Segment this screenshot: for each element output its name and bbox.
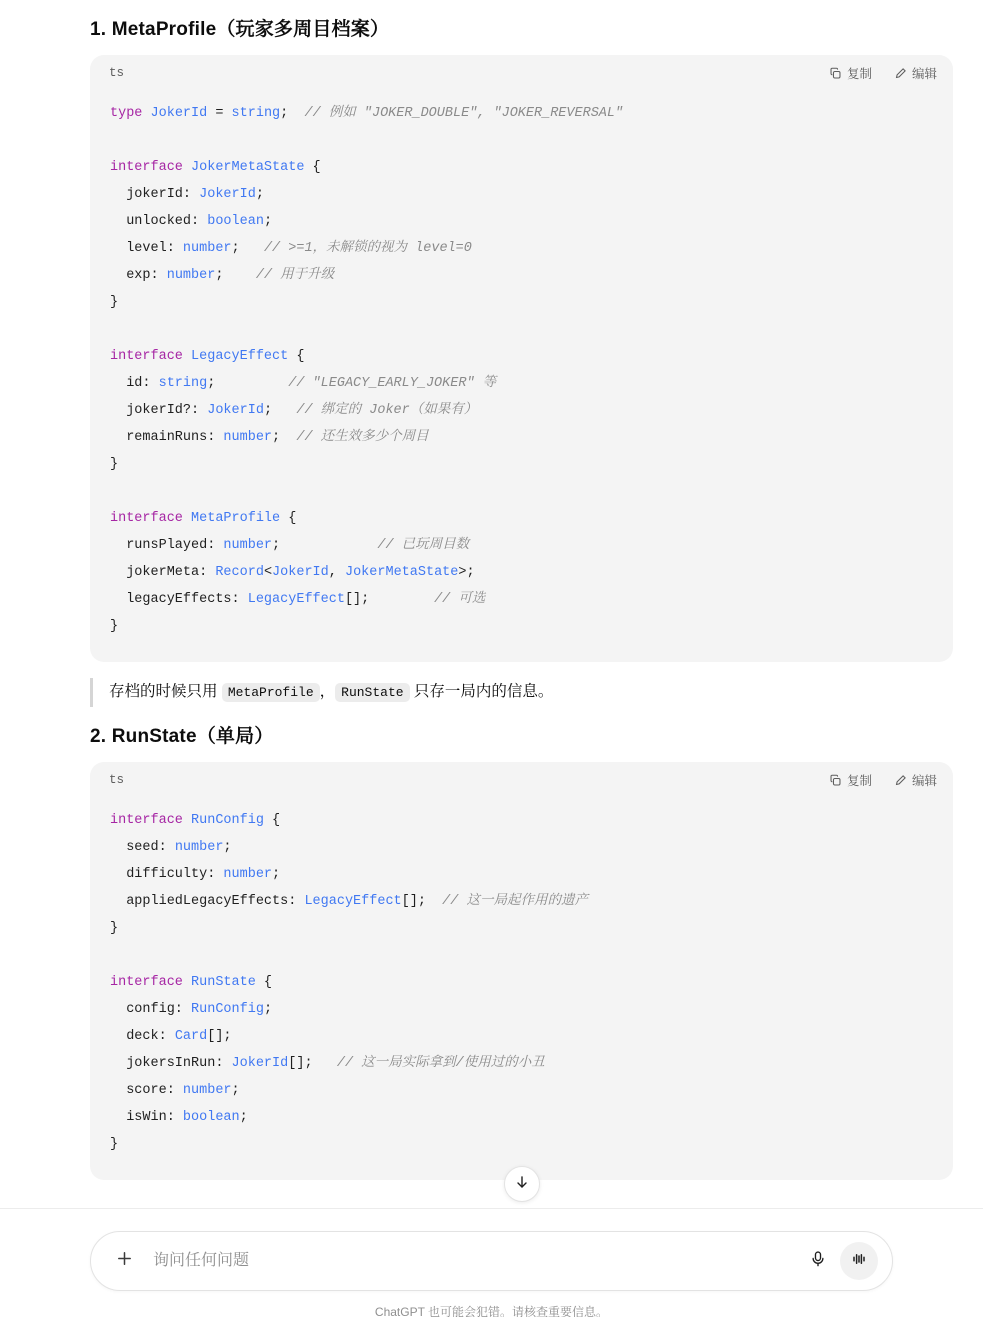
note-text-before: 存档的时候只用 xyxy=(109,683,222,700)
edit-code-button[interactable] xyxy=(894,771,937,789)
code-content-runstate[interactable]: interface RunConfig { seed: number; difficulty: number; appliedLegacyEffects: LegacyEffect[]; // 这一局起作用的遗产 } interface RunState { config: RunConfig; deck: Card[]; jokersInRun: JokerId[]; // 这一局实际拿到/使用过的小丑 score: number; isWin: boolean; } xyxy=(110,813,588,1152)
copy-icon xyxy=(829,67,842,80)
note-text-after: 只存一局内的信息。 xyxy=(409,683,554,700)
chat-page xyxy=(0,14,983,1317)
edit-icon xyxy=(894,67,907,80)
code-language-label: ts xyxy=(109,66,125,80)
scroll-to-bottom-button[interactable] xyxy=(504,1166,540,1202)
code-header xyxy=(90,762,953,793)
code-content-metaprofile[interactable]: type JokerId = string; // 例如 "JOKER_DOUBLE", "JOKER_REVERSAL" interface JokerMetaState { jokerId: JokerId; unlocked: boolean; level: number; // >=1，未解锁的视为 level=0 exp: number; // 用于升级 } interface LegacyEffect { id: string; // "LEGACY_EARLY_JOKER" 等 jokerId?: JokerId; // 绑定的 Joker（如果有） remainRuns: number; // 还生效多少个周目 } interface MetaProfile { runsPlayed: number; // 已玩周目数 jokerMeta: Record<JokerId, JokerMetaState>; legacyEffects: LegacyEffect[]; // 可选 } xyxy=(110,106,624,634)
edit-icon xyxy=(894,774,907,787)
edit-label: 编辑 xyxy=(911,67,937,81)
message-input[interactable] xyxy=(139,1251,802,1271)
note-blockquote xyxy=(90,678,953,707)
note-text-middle: ， xyxy=(319,683,336,700)
code-language-label: ts xyxy=(109,773,125,787)
waveform-icon xyxy=(849,1249,869,1274)
copy-code-button[interactable] xyxy=(829,771,872,789)
note-code-runstate: RunState xyxy=(335,683,409,702)
microphone-button[interactable] xyxy=(802,1245,834,1277)
edit-code-button[interactable] xyxy=(894,64,937,82)
copy-label: 复制 xyxy=(846,67,872,81)
composer[interactable] xyxy=(90,1231,893,1291)
copy-icon xyxy=(829,774,842,787)
code-actions xyxy=(829,771,937,789)
conversation-content xyxy=(0,14,983,1180)
add-attachment-button[interactable] xyxy=(109,1246,139,1276)
note-code-metaprofile: MetaProfile xyxy=(222,683,320,702)
copy-code-button[interactable] xyxy=(829,64,872,82)
microphone-icon xyxy=(809,1250,827,1273)
copy-label: 复制 xyxy=(846,774,872,788)
section-title-2: 2. RunState（单局） xyxy=(90,726,274,747)
voice-mode-button[interactable] xyxy=(840,1242,878,1280)
code-header xyxy=(90,55,953,86)
code-block-metaprofile xyxy=(90,55,953,662)
section-title-1: 1. MetaProfile（玩家多周目档案） xyxy=(90,19,390,40)
chevron-down-icon xyxy=(514,1174,530,1195)
plus-icon xyxy=(115,1249,134,1273)
edit-label: 编辑 xyxy=(911,774,937,788)
disclaimer-text: ChatGPT 也可能会犯错。请核查重要信息。 xyxy=(374,1305,609,1317)
composer-area xyxy=(0,1208,983,1317)
code-actions xyxy=(829,64,937,82)
code-block-runstate xyxy=(90,762,953,1180)
